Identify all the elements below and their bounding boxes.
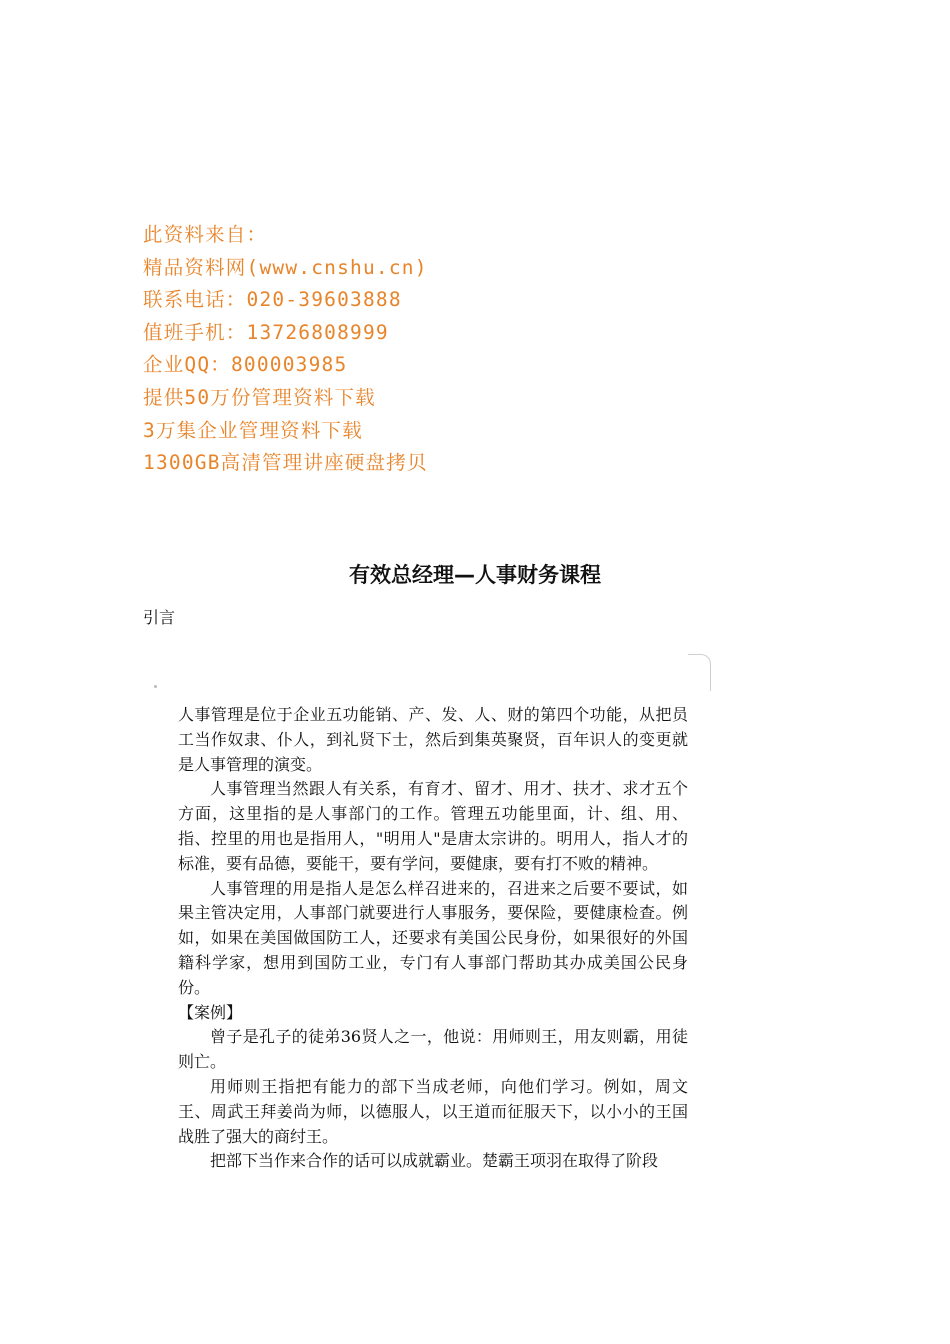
paragraph: 把部下当作来合作的话可以成就霸业。楚霸王项羽在取得了阶段 [210,1151,659,1171]
offer-line-2: 3万集企业管理资料下载 [143,418,363,442]
page-corner-mark [688,654,711,691]
source-site-line: 精品资料网(www.cnshu.cn) [143,255,428,279]
intro-heading: 引言 [143,608,176,627]
mobile-line: 值班手机：13726808999 [143,320,389,344]
source-line: 此资料来自： [143,223,268,246]
paragraph: 人事管理当然跟人有关系，有育才、留才、用才、扶才、求才五个方面，这里指的是人事部门的工作。管理五功能里面，计、组、用、指、控里的用也是指用人，"明用人"是唐太宗讲的。明用人，指人才的标准，要有品德，要能干，要有学问，要健康，要有打不败的精神。 [178,779,688,873]
contact-phone-line: 联系电话：020-39603888 [143,288,402,312]
offer-line-1: 提供50万份管理资料下载 [143,385,376,409]
paragraph: 曾子是孔子的徒弟36贤人之一，他说：用师则王，用友则霸，用徒则亡。 [178,1027,688,1072]
offer-line-3: 1300GB高清管理讲座硬盘拷贝 [143,451,428,475]
source-info-block [143,219,428,480]
document-title: 有效总经理—人事财务课程 [349,563,601,587]
paragraph: 用师则王指把有能力的部下当成老师，向他们学习。例如，周文王、周武王拜姜尚为师，以德服人，以王道而征服天下，以小小的王国战胜了强大的商纣王。 [178,1076,688,1146]
document-body [178,703,688,1174]
case-label: 【案例】 [178,1002,243,1022]
paragraph: 人事管理的用是指人是怎么样召进来的，召进来之后要不要试，如果主管决定用，人事部门就要进行人事服务，要保险，要健康检查。例如，如果在美国做国防工人，还要求有美国公民身份，如果很好的外国籍科学家，想用到国防工业，专门有人事部门帮助其办成美国公民身份。 [178,878,688,997]
qq-line: 企业QQ：800003985 [143,353,348,377]
paragraph: 人事管理是位于企业五功能销、产、发、人、财的第四个功能，从把员工当作奴隶、仆人，到礼贤下士，然后到集英聚贤，百年识人的变更就是人事管理的演变。 [178,705,688,774]
paragraph-mark-dot [154,685,157,688]
